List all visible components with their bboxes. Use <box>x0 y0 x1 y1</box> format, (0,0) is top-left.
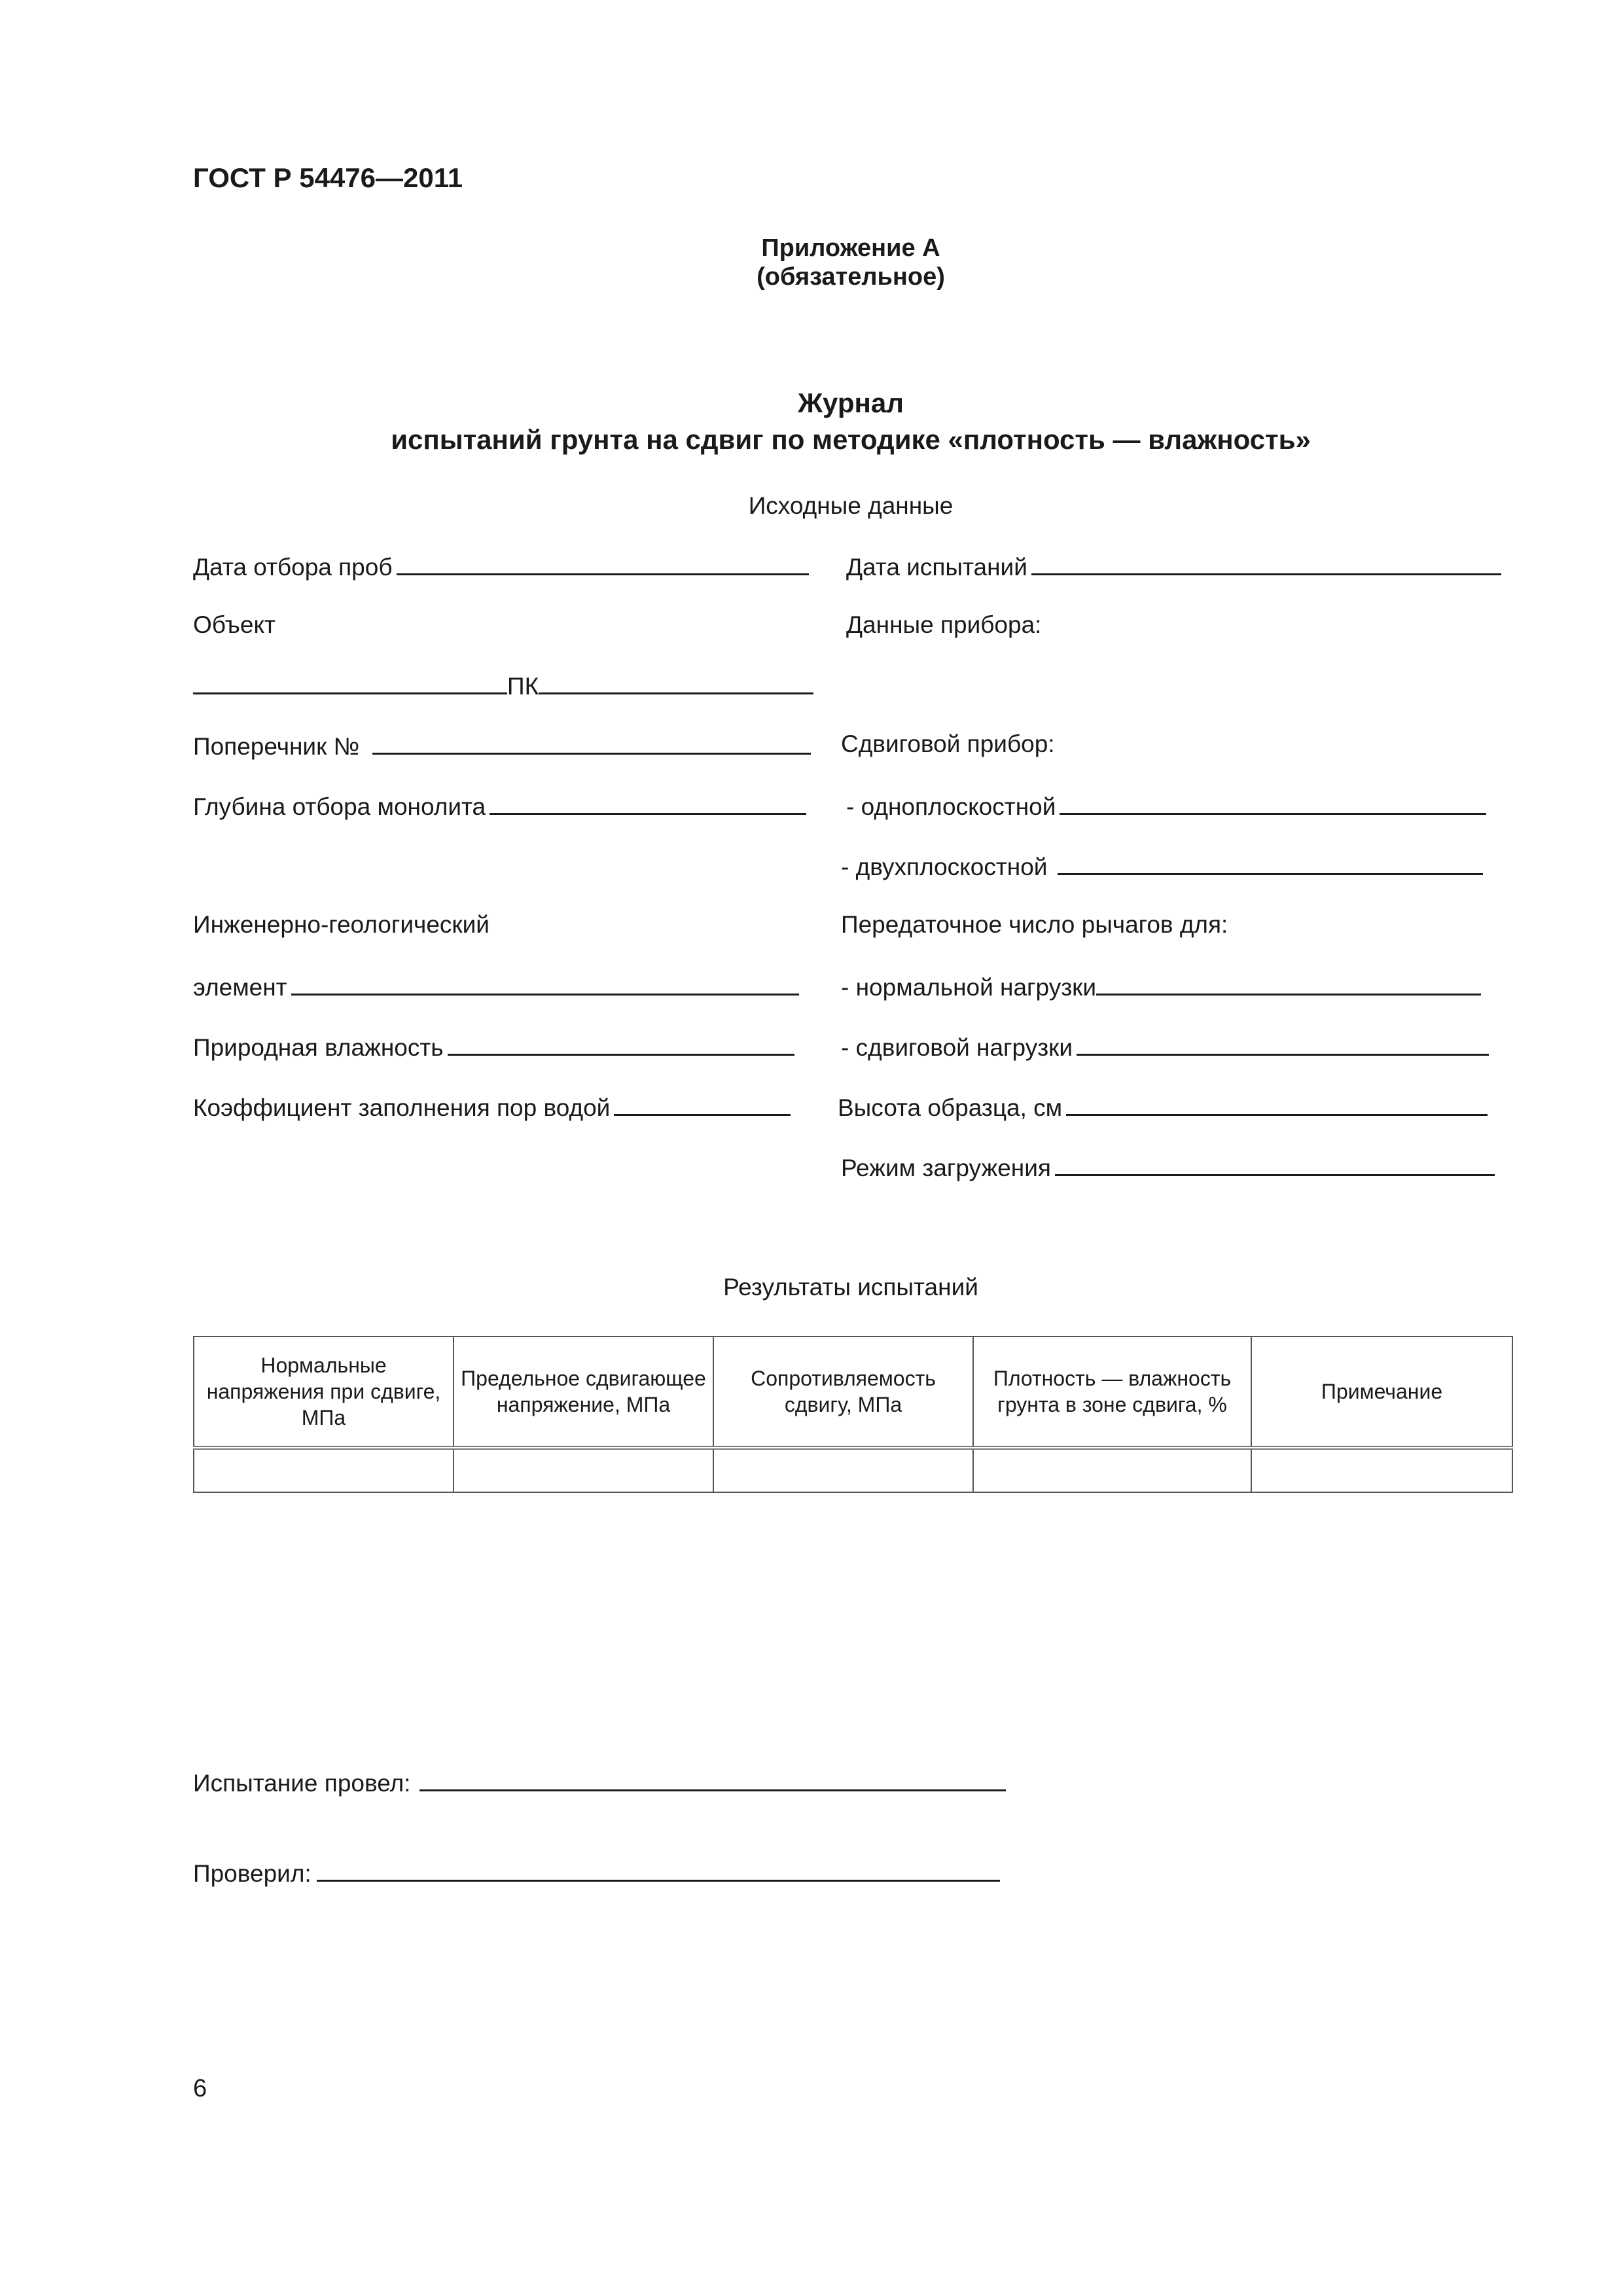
table-row <box>194 1448 1512 1492</box>
double-plane-line[interactable] <box>1058 851 1483 875</box>
col-density-moisture: Плотность — влажность грунта в зоне сдвига, % <box>973 1336 1251 1448</box>
test-date-label: Дата испытаний <box>846 554 1027 581</box>
test-date-line[interactable] <box>1031 551 1501 575</box>
ige-label-line1: Инженерно-геологический <box>193 911 490 938</box>
col-ultimate-shear-stress: Предельное сдвигающее напряжение, МПа <box>454 1336 713 1448</box>
device-data-label: Данные прибора: <box>846 611 1042 638</box>
loading-mode-label: Режим загружения <box>841 1155 1051 1181</box>
table-cell[interactable] <box>454 1448 713 1492</box>
ige-element-field[interactable] <box>193 971 815 1004</box>
cross-section-line[interactable] <box>372 730 811 755</box>
saturation-label: Коэффициент заполнения пор водой <box>193 1094 611 1121</box>
appendix-title: Приложение А <box>761 234 940 262</box>
single-plane-field[interactable] <box>846 791 1514 823</box>
saturation-field[interactable] <box>193 1092 815 1124</box>
monolith-depth-line[interactable] <box>490 791 806 815</box>
lever-ratio-label: Передаточное число рычагов для: <box>841 911 1228 938</box>
col-shear-resistance: Сопротивляемость сдвигу, МПа <box>713 1336 973 1448</box>
tested-by-label: Испытание провел: <box>193 1770 411 1797</box>
col-note: Примечание <box>1251 1336 1512 1448</box>
sample-height-line[interactable] <box>1066 1092 1488 1116</box>
loading-mode-line[interactable] <box>1055 1152 1495 1176</box>
single-plane-line[interactable] <box>1060 791 1486 815</box>
results-heading: Результаты испытаний <box>723 1274 978 1300</box>
table-cell[interactable] <box>713 1448 973 1492</box>
journal-subtitle: испытаний грунта на сдвиг по методике «плотность — влажность» <box>391 424 1311 455</box>
tested-by-field[interactable] <box>193 1767 1044 1800</box>
tested-by-line[interactable] <box>419 1767 1006 1791</box>
natural-moisture-label: Природная влажность <box>193 1034 444 1061</box>
double-plane-field[interactable] <box>841 851 1508 884</box>
cross-section-field[interactable] <box>193 730 815 763</box>
ige-element-line[interactable] <box>291 971 799 996</box>
col-normal-stress: Нормальные напряжения при сдвиге, МПа <box>194 1336 454 1448</box>
checked-by-field[interactable] <box>193 1857 1044 1890</box>
checked-by-line[interactable] <box>317 1857 1000 1882</box>
normal-load-label: - нормальной нагрузки <box>841 974 1097 1001</box>
sampling-date-line[interactable] <box>397 551 809 575</box>
pk-line[interactable] <box>539 670 813 694</box>
ige-element-label: элемент <box>193 974 287 1001</box>
sample-height-label: Высота образца, см <box>838 1094 1063 1121</box>
object-pk-field[interactable] <box>193 670 821 703</box>
single-plane-label: - одноплоскостной <box>846 793 1056 820</box>
table-cell[interactable] <box>1251 1448 1512 1492</box>
object-label: Объект <box>193 611 276 638</box>
double-plane-label: - двухплоскостной <box>841 853 1048 880</box>
sampling-date-field[interactable] <box>193 551 815 584</box>
results-header-row <box>194 1336 1512 1448</box>
sampling-date-label: Дата отбора проб <box>193 554 393 581</box>
normal-load-line[interactable] <box>1096 971 1481 996</box>
monolith-depth-field[interactable] <box>193 791 815 823</box>
saturation-line[interactable] <box>614 1092 791 1116</box>
shear-device-label: Сдвиговой прибор: <box>841 730 1055 757</box>
monolith-depth-label: Глубина отбора монолита <box>193 793 486 820</box>
sample-height-field[interactable] <box>838 1092 1512 1124</box>
table-cell[interactable] <box>194 1448 454 1492</box>
natural-moisture-line[interactable] <box>448 1031 794 1056</box>
table-cell[interactable] <box>973 1448 1251 1492</box>
shear-load-label: - сдвиговой нагрузки <box>841 1034 1073 1061</box>
cross-section-label: Поперечник № <box>193 733 360 760</box>
shear-load-line[interactable] <box>1077 1031 1489 1056</box>
initial-data-heading: Исходные данные <box>748 492 954 519</box>
shear-load-field[interactable] <box>841 1031 1515 1064</box>
results-table <box>193 1336 1513 1493</box>
appendix-type: (обязательное) <box>757 263 945 291</box>
journal-title: Журнал <box>798 387 904 418</box>
test-date-field[interactable] <box>846 551 1514 584</box>
object-line[interactable] <box>193 670 507 694</box>
standard-number: ГОСТ Р 54476—2011 <box>193 162 463 193</box>
page-number: 6 <box>193 2075 207 2102</box>
loading-mode-field[interactable] <box>841 1152 1515 1185</box>
pk-label: ПК <box>507 673 539 700</box>
normal-load-field[interactable] <box>841 971 1508 1004</box>
checked-by-label: Проверил: <box>193 1860 312 1887</box>
natural-moisture-field[interactable] <box>193 1031 815 1064</box>
